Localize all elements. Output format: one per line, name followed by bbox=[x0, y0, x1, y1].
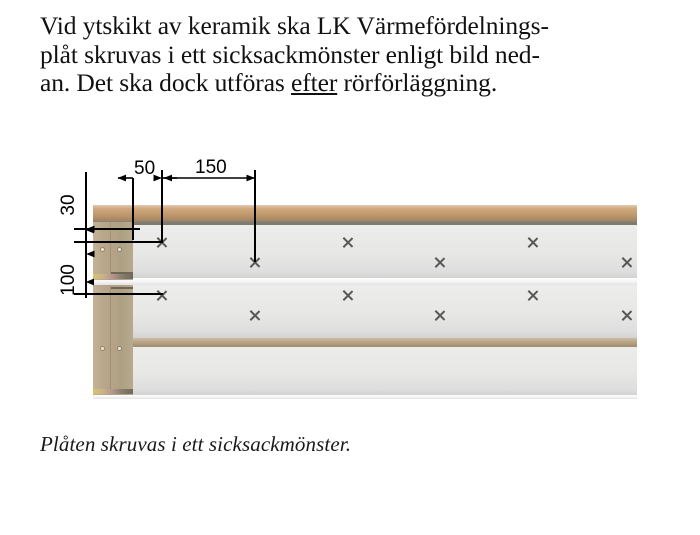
screw-mark-x-icon bbox=[342, 289, 355, 302]
screw-mark-x-icon bbox=[527, 236, 540, 249]
intro-paragraph bbox=[40, 12, 660, 98]
screw-mark-x-icon bbox=[342, 236, 355, 249]
board-foot-upper bbox=[93, 274, 133, 279]
board-screw-hole bbox=[118, 347, 121, 350]
screw-mark-x-icon bbox=[527, 289, 540, 302]
heat-plate-panel-3 bbox=[93, 347, 637, 395]
heat-plate-panel-1 bbox=[93, 225, 637, 278]
top-wood-board bbox=[93, 205, 637, 222]
panel-seam-bottom bbox=[93, 395, 637, 399]
floor-construction-photo bbox=[93, 205, 637, 399]
intro-line-2: plåt skruvas i ett sicksackmönster enligt bild ned- bbox=[40, 39, 540, 69]
panel-seam-1 bbox=[93, 278, 637, 285]
screw-mark-x-icon bbox=[249, 256, 262, 269]
figure-caption: Plåten skruvas i ett sicksackmönster. bbox=[40, 432, 352, 456]
left-end-board-lower bbox=[93, 285, 133, 395]
intro-line-1: Vid ytskikt av keramik ska LK Värmefördelnings- bbox=[40, 11, 549, 40]
screw-mark-x-icon bbox=[434, 309, 447, 322]
dim-label-100: 100 bbox=[58, 264, 79, 296]
screw-mark-x-icon bbox=[156, 236, 169, 249]
board-screw-hole bbox=[101, 248, 104, 251]
screw-mark-x-icon bbox=[621, 309, 634, 322]
intro-line-3-after: rörförläggning. bbox=[337, 68, 498, 97]
dim-label-30: 30 bbox=[58, 194, 79, 216]
board-ledge-upper bbox=[111, 272, 133, 274]
left-end-board-upper bbox=[93, 222, 133, 280]
dim-label-50: 50 bbox=[134, 158, 156, 179]
board-ledge-lower bbox=[111, 287, 133, 289]
screw-mark-x-icon bbox=[434, 256, 447, 269]
intro-line-3-before: an. Det ska dock utföras bbox=[40, 68, 292, 97]
heat-plate-panel-2 bbox=[93, 285, 637, 338]
board-screw-hole bbox=[101, 347, 104, 350]
middle-wood-board bbox=[93, 338, 637, 347]
screw-mark-x-icon bbox=[621, 256, 634, 269]
intro-emphasis-efter: efter bbox=[291, 68, 338, 97]
dim-label-150: 150 bbox=[195, 157, 227, 178]
board-screw-hole bbox=[118, 248, 121, 251]
screw-mark-x-icon bbox=[156, 289, 169, 302]
figure-diagram bbox=[0, 150, 700, 410]
intro-line-3 bbox=[40, 69, 660, 98]
board-foot-lower bbox=[93, 389, 133, 394]
screw-mark-x-icon bbox=[249, 309, 262, 322]
board-seam-lower bbox=[110, 285, 111, 395]
